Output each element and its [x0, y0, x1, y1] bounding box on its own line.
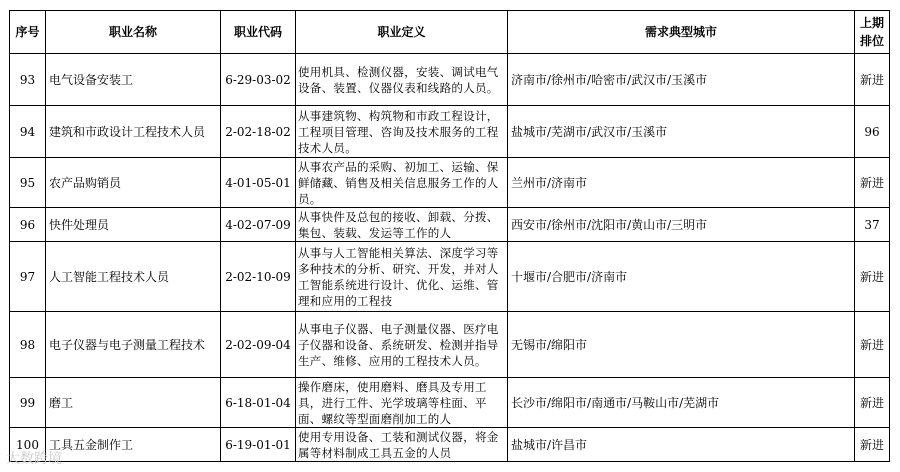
header-no: 序号 [10, 11, 46, 54]
cell-cities: 长沙市/绵阳市/南通市/马鞍山市/芜湖市 [508, 378, 855, 428]
table-row [10, 54, 890, 106]
cell-rank: 新进 [855, 54, 890, 106]
header-name: 职业名称 [46, 11, 221, 54]
cell-cities: 无锡市/绵阳市 [508, 312, 855, 378]
cell-no: 93 [10, 54, 46, 106]
cell-name: 人工智能工程技术人员 [46, 242, 221, 312]
cell-name: 建筑和市政设计工程技术人员 [46, 106, 221, 158]
table-row [10, 428, 890, 462]
cell-name: 快件处理员 [46, 208, 221, 242]
cell-def: 操作磨床，使用磨料、磨具及专用工具，进行工件、光学玻璃等柱面、平面、螺纹等型面磨削加工的人 [296, 378, 508, 428]
cell-def: 从事电子仪器、电子测量仪器、医疗电子仪器和设备、系统研发、检测并指导生产、维修、应用的工程技术人员。 [296, 312, 508, 378]
cell-rank: 新进 [855, 378, 890, 428]
table-row [10, 158, 890, 208]
table-row [10, 312, 890, 378]
table-row [10, 208, 890, 242]
cell-no: 95 [10, 158, 46, 208]
cell-name: 磨工 [46, 378, 221, 428]
cell-name: 农产品购销员 [46, 158, 221, 208]
cell-rank: 新进 [855, 428, 890, 462]
cell-no: 94 [10, 106, 46, 158]
cell-name: 电气设备安装工 [46, 54, 221, 106]
cell-def: 从事快件及总包的接收、卸载、分拨、集包、装载、发运等工作的人 [296, 208, 508, 242]
cell-code: 4-01-05-01 [221, 158, 296, 208]
watermark: 大数跨境 [6, 451, 62, 467]
cell-def: 从事建筑物、构筑物和市政工程设计，工程项目管理、咨询及技术服务的工程技术人员。 [296, 106, 508, 158]
table-row [10, 378, 890, 428]
cell-rank: 新进 [855, 312, 890, 378]
cell-def: 使用机具、检测仪器，安装、调试电气设备、装置、仪器仪表和线路的人员。 [296, 54, 508, 106]
cell-def: 使用专用设备、工装和测试仪器，将金属等材料制成工具五金的人员 [296, 428, 508, 462]
cell-cities: 兰州市/济南市 [508, 158, 855, 208]
cell-def: 从事与人工智能相关算法、深度学习等多种技术的分析、研究、开发，并对人工智能系统进行设计、优化、运维、管理和应用的工程技 [296, 242, 508, 312]
cell-code: 2-02-09-04 [221, 312, 296, 378]
cell-cities: 盐城市/芜湖市/武汉市/玉溪市 [508, 106, 855, 158]
occupation-table [9, 10, 890, 462]
cell-cities: 济南市/徐州市/哈密市/武汉市/玉溪市 [508, 54, 855, 106]
cell-no: 97 [10, 242, 46, 312]
cell-cities: 十堰市/合肥市/济南市 [508, 242, 855, 312]
cell-name: 电子仪器与电子测量工程技术 [46, 312, 221, 378]
cell-def: 从事农产品的采购、初加工、运输、保鲜储藏、销售及相关信息服务工作的人员。 [296, 158, 508, 208]
cell-rank: 96 [855, 106, 890, 158]
cell-code: 4-02-07-09 [221, 208, 296, 242]
cell-code: 6-19-01-01 [221, 428, 296, 462]
header-rank: 上期排位 [855, 11, 890, 54]
cell-name: 工具五金制作工 [46, 428, 221, 462]
cell-code: 6-18-01-04 [221, 378, 296, 428]
table-row [10, 106, 890, 158]
cell-cities: 盐城市/许昌市 [508, 428, 855, 462]
cell-rank: 37 [855, 208, 890, 242]
cell-no: 100 [10, 428, 46, 462]
table-row [10, 242, 890, 312]
cell-code: 2-02-10-09 [221, 242, 296, 312]
cell-rank: 新进 [855, 158, 890, 208]
cell-cities: 西安市/徐州市/沈阳市/黄山市/三明市 [508, 208, 855, 242]
cell-no: 98 [10, 312, 46, 378]
header-def: 职业定义 [296, 11, 508, 54]
header-code: 职业代码 [221, 11, 296, 54]
header-row [10, 11, 890, 54]
cell-code: 2-02-18-02 [221, 106, 296, 158]
cell-code: 6-29-03-02 [221, 54, 296, 106]
cell-no: 99 [10, 378, 46, 428]
cell-no: 96 [10, 208, 46, 242]
cell-rank: 新进 [855, 242, 890, 312]
header-cities: 需求典型城市 [508, 11, 855, 54]
